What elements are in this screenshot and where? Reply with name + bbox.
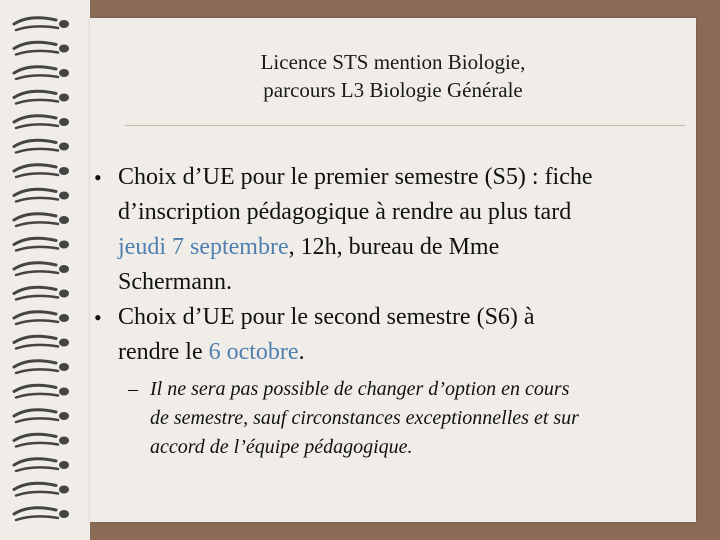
sub-bullet-text xyxy=(150,375,680,462)
bullet-marker: • xyxy=(94,165,102,190)
binding-ring-icon xyxy=(14,67,69,79)
sub-line-3: accord de l’équipe pédagogique. xyxy=(150,436,413,458)
binding-ring-icon xyxy=(14,287,69,299)
binding-ring-icon xyxy=(14,385,69,397)
bullet-2-prefix: rendre le xyxy=(118,339,209,365)
bullet-2-suffix: . xyxy=(298,339,305,365)
bullet-1-line-1: Choix d’UE pour le premier semestre (S5) : fiche xyxy=(118,164,593,190)
bullet-1-line-3 xyxy=(118,230,678,265)
title-divider xyxy=(125,125,685,126)
deadline-date-1: jeudi 7 septembre xyxy=(118,234,289,260)
binding-ring-icon xyxy=(14,263,69,275)
binding-ring-icon xyxy=(14,434,69,446)
binding-ring-icon xyxy=(14,189,69,201)
binding-ring-icon xyxy=(14,214,69,226)
sub-line-2: de semestre, sauf circonstances exceptionnelles et sur xyxy=(150,407,579,429)
binding-ring-icon xyxy=(14,459,69,471)
spiral-binding-icon xyxy=(0,0,90,540)
binding-ring-icon xyxy=(14,116,69,128)
bullet-text xyxy=(118,160,678,300)
binding-ring-icon xyxy=(14,165,69,177)
bullet-1-line-3-rest: , 12h, bureau de Mme xyxy=(288,234,500,260)
binding-ring-icon xyxy=(14,312,69,324)
bullet-text xyxy=(118,300,678,370)
sub-line-1: Il ne sera pas possible de changer d’option en cours xyxy=(150,378,570,400)
sub-bullet-marker: – xyxy=(128,378,138,400)
title-line-2: parcours L3 Biologie Générale xyxy=(263,78,523,102)
title-line-1: Licence STS mention Biologie, xyxy=(260,50,526,74)
slide-paper xyxy=(90,18,696,522)
bullet-2-line-2 xyxy=(118,335,678,370)
binding-ring-icon xyxy=(14,91,69,103)
deadline-date-2: 6 octobre xyxy=(208,339,299,365)
binding-ring-icon xyxy=(14,483,69,495)
bullet-2-line-1: Choix d’UE pour le second semestre (S6) à xyxy=(118,304,535,330)
binding-ring-icon xyxy=(14,410,69,422)
binding-ring-icon xyxy=(14,361,69,373)
binding-ring-icon xyxy=(14,140,69,152)
slide-title xyxy=(90,48,696,104)
binding-ring-icon xyxy=(14,238,69,250)
binding-ring-icon xyxy=(14,18,69,30)
bullet-1-line-4: Schermann. xyxy=(118,269,232,295)
bullet-marker: • xyxy=(94,305,102,330)
bullet-1-line-2: d’inscription pédagogique à rendre au plus tard xyxy=(118,199,572,225)
binding-ring-icon xyxy=(14,42,69,54)
binding-ring-icon xyxy=(14,508,69,520)
binding-ring-icon xyxy=(14,336,69,348)
